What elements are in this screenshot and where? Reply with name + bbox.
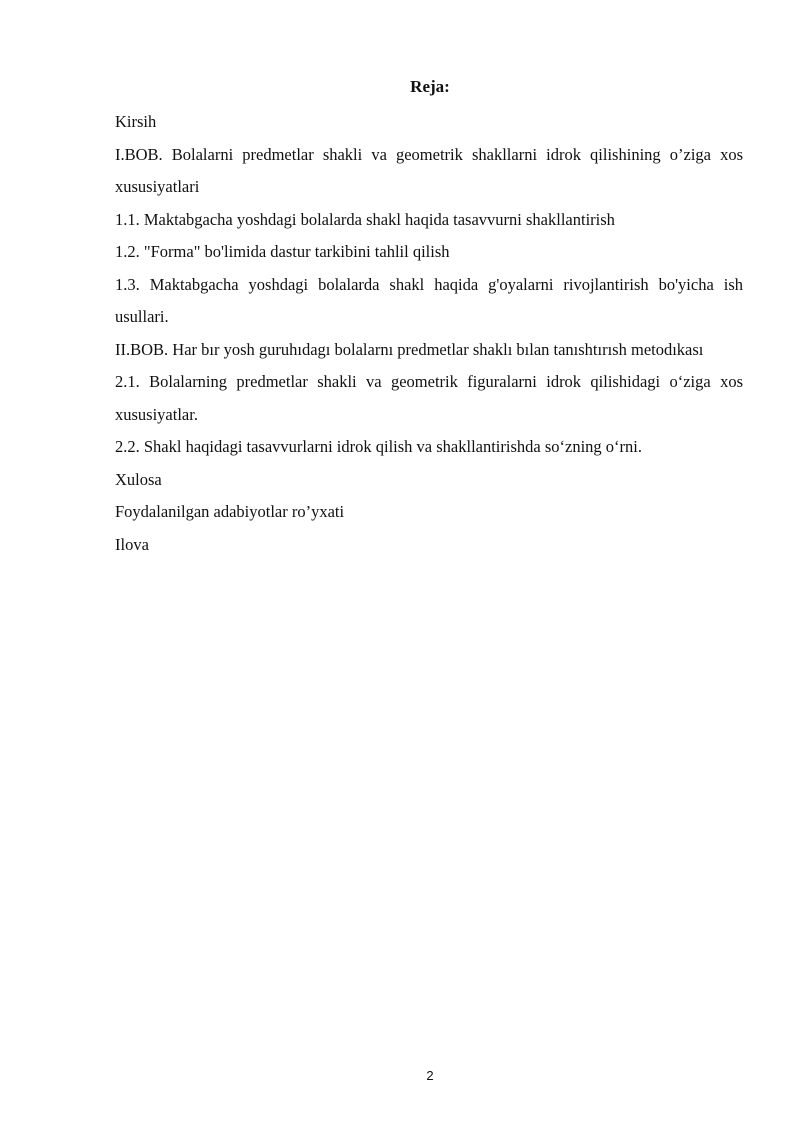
toc-item-section-1-3: 1.3. Maktabgacha yoshdagi bolalarda shakl haqida g'oyalarni rivojlantirish bo'yicha ish usullari.	[115, 274, 743, 326]
toc-item-chapter-2: II.BOB. Har bır yosh guruhıdagı bolalarnı predmetlar shaklı bılan tanıshtırısh metodıkası	[115, 339, 704, 359]
page-number: 2	[426, 1068, 434, 1083]
toc-item-section-1-2: 1.2. "Forma" bo'limida dastur tarkibini tahlil qilish	[115, 242, 450, 261]
toc-item-introduction: Kirsih	[115, 112, 157, 131]
page-title: Reja:	[410, 77, 450, 96]
table-of-contents	[115, 106, 743, 561]
toc-item-conclusion: Xulosa	[115, 469, 162, 489]
toc-item-section-1-1: 1.1. Maktabgacha yoshdagi bolalarda shakl haqida tasavvurni shakllantirish	[115, 209, 615, 229]
toc-item-appendix: Ilova	[115, 534, 149, 554]
toc-item-section-2-1: 2.1. Bolalarning predmetlar shakli va geometrik figuralarni idrok qilishidagi o‘ziga xos xususiyatlar.	[115, 372, 743, 424]
toc-item-references: Foydalanilgan adabiyotlar ro’yxati	[115, 502, 345, 521]
toc-item-chapter-1: I.BOB. Bolalarni predmetlar shakli va geometrik shakllarni idrok qilishining o’ziga xos xususiyatlari	[115, 144, 743, 196]
toc-item-section-2-2: 2.2. Shakl haqidagi tasavvurlarni idrok qilish va shakllantirishda so‘zning o‘rni.	[115, 437, 642, 456]
